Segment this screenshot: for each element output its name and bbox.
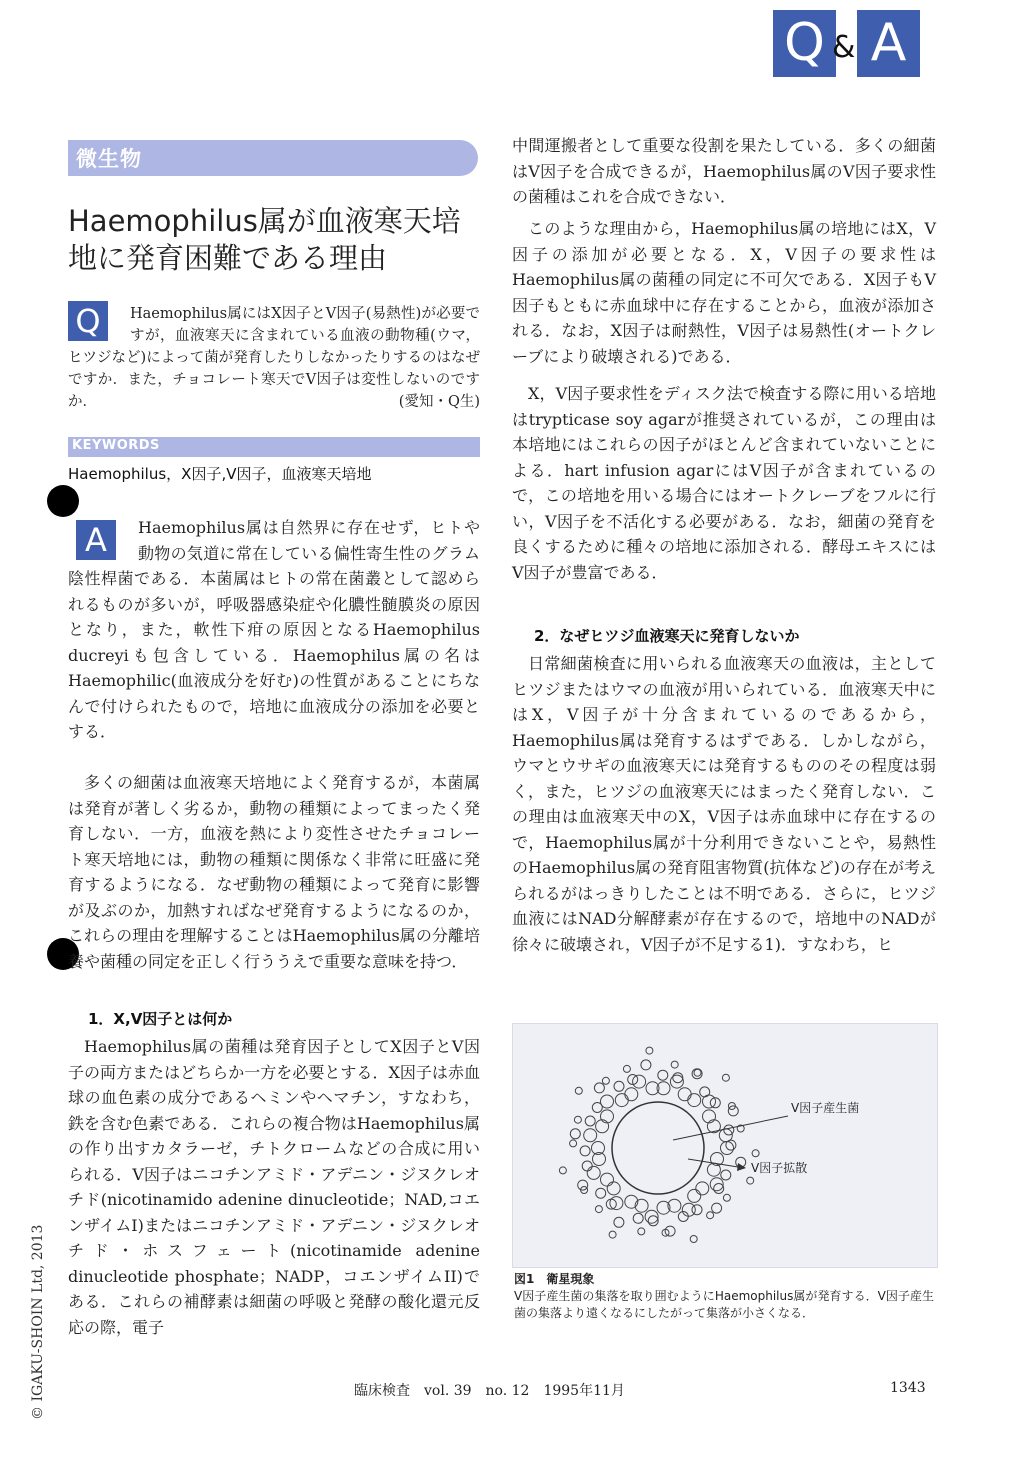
satellite-colony [633, 1213, 643, 1223]
satellite-colony [596, 1120, 609, 1133]
answer-p1: Haemophilus属は自然界に存在せず，ヒトや動物の気道に常在している偏性寄生性のグラム陰性桿菌である．本菌属はヒトの常在菌叢として認められるものが多いが，呼吸器感染症や化膿性髄膜炎の原因となり，また，軟性下疳の原因となるHaemophilus ducreyiも包含している．Haemophilus属の名はHaemophilic(血液成分を好む)の性質があることにちなんで付けられたもので，培地に血液成分の添加を必要とする． [68, 518, 480, 741]
satellite-colony [646, 1047, 653, 1054]
satellite-colony [728, 1106, 738, 1116]
footer-page-number: 1343 [890, 1380, 926, 1396]
figure-caption [514, 1271, 934, 1322]
satellite-colony [694, 1069, 701, 1076]
satellite-colony [595, 1206, 602, 1213]
satellite-colony [633, 1075, 646, 1088]
satellite-colony [641, 1060, 651, 1070]
satellite-colony [752, 1150, 759, 1157]
question-text [68, 303, 480, 413]
satellite-colony [585, 1116, 595, 1126]
diffusion-arrow-line [688, 1159, 738, 1167]
figure-caption-number: 図1 衛星現象 [514, 1272, 595, 1286]
satellite-colony [559, 1167, 566, 1174]
answer-paragraph-4: 中間運搬者として重要な役割を果たしている．多くの細菌はV因子を合成できるが，Haemophilus属のV因子要求性の菌種はこれを合成できない． [512, 136, 936, 206]
satellite-colony [690, 1236, 697, 1243]
satellite-colony [601, 1173, 614, 1186]
satellite-colony [723, 1194, 730, 1201]
question-letter: Q [75, 302, 101, 340]
answer-letter: A [85, 521, 107, 559]
footer-journal: 臨床検査 vol. 39 no. 12 1995年11月 [354, 1383, 625, 1399]
satellite-colony [614, 1217, 624, 1227]
satellite-colony [682, 1203, 695, 1216]
qa-q-box [773, 10, 836, 77]
answer-float-spacer [68, 515, 138, 565]
satellite-colony [625, 1088, 638, 1101]
satellite-colony [596, 1188, 606, 1198]
satellite-colony [602, 1077, 609, 1084]
qa-a-box [857, 10, 920, 77]
article-title: Haemophilus属が血液寒天培地に発育困難である理由 [68, 204, 461, 275]
section-heading-2: 2．なぜヒツジ血液寒天に発育しないか [534, 627, 800, 645]
answer-paragraph-1 [68, 515, 480, 745]
answer-paragraph-2: 多くの細菌は血液寒天培地によく発育するが，本菌属は発育が著しく劣るか，動物の種類によってまったく発育しない．一方，血液を熱により変性させたチョコレート寒天培地には，動物の種類に関係なく非常に旺盛に発育するようになる．なぜ動物の種類によって発育に影響が及ぶのか，加熱すればなぜ発育するようになるのか，これらの理由を理解することはHaemophilus属の分離培養や菌種の同定を正しく行ううえで重要な意味を持つ． [68, 773, 480, 971]
satellite-colony [703, 1110, 716, 1123]
question-author: (愛知・Q生) [398, 394, 480, 410]
figure-1 [512, 1023, 938, 1268]
satellite-colony [688, 1094, 701, 1107]
haemophilus-colonies [559, 1047, 759, 1242]
answer-paragraph-6: X，V因子要求性をディスク法で検査する際に用いる培地はtrypticase soy agarが推奨されているが，この理由は本培地にはこれらの因子がほとんど含まれていないことによる．hart infusion agarにはV因子が含まれているので，この培地を用いる場合にはオートクレーブをフルに行い，V因子を不活化する必要がある．なお，細菌の発育を良くするために種々の培地に添加される．酵母エキスにはV因子が豊富である． [512, 384, 936, 582]
satellite-colony [671, 1061, 678, 1068]
copyright-notice: © IGAKU-SHOIN Ltd, 2013 [30, 1224, 46, 1420]
satellite-colony [607, 1182, 620, 1195]
satellite-colony [592, 1103, 602, 1113]
label-v-factor-diffusion: V因子拡散 [751, 1161, 808, 1175]
satellite-colony [578, 1180, 588, 1190]
satellite-colony [594, 1083, 604, 1093]
v-factor-producer-colony [612, 1102, 704, 1194]
satellite-colony [609, 1231, 616, 1238]
keywords-label: KEYWORDS [72, 438, 160, 453]
satellite-colony [570, 1140, 577, 1147]
satellite-colony [688, 1189, 701, 1202]
question-body: Haemophilus属にはX因子とV因子(易熱性)が必要ですが，血液寒天に含まれている血液の動物種(ウマ，ヒツジなど)によって菌が発育したりしなかったりするのはなぜですか．また，チョコレート寒天でV因子は変性しないのですか． [68, 306, 480, 410]
satellite-colony [582, 1161, 592, 1171]
satellite-colony [747, 1177, 754, 1184]
satellite-colony [707, 1212, 714, 1219]
satellite-colony [678, 1088, 691, 1101]
satellite-colony [570, 1129, 580, 1139]
satellite-colony [665, 1226, 675, 1236]
qa-q-letter: Q [784, 13, 825, 73]
label-v-factor-producer: V因子産生菌 [791, 1101, 860, 1115]
satellite-colony [623, 1065, 630, 1072]
producer-pointer-line [673, 1116, 788, 1140]
satellite-colony [696, 1182, 709, 1195]
diffusion-arrowhead [737, 1163, 746, 1171]
binding-hole-top [47, 485, 79, 517]
keywords-text: Haemophilus，X因子,V因子，血液寒天培地 [68, 465, 372, 483]
answer-paragraph-7: 日常細菌検査に用いられる血液寒天の血液は，主としてヒツジまたはウマの血液が用いられている．血液寒天中にはX，V因子が十分含まれているのであるから，Haemophilus属は発育するはずである．しかしながら，ウマとウサギの血液寒天には発育するもののその程度は弱く，また，ヒツジの血液寒天にはまったく発育しない．この理由は血液寒天中のX，V因子は赤血球中に存在するので，Haemophilus属が十分利用できないことや，易熱性のHaemophilus属の発育阻害物質(抗体など)の存在が考えられるがはっきりしたことは不明である．さらに，ヒツジ血液にはNAD分解酵素が存在するので，培地中のNADが徐々に破壊され，V因子が不足する1)．すなわち，ヒ [512, 654, 936, 954]
satellite-colony [601, 1110, 614, 1123]
satellite-colony [673, 1073, 683, 1083]
satellite-colony [700, 1087, 710, 1097]
satellite-colony [722, 1074, 729, 1081]
answer-paragraph-3: Haemophilus属の菌種は発育因子としてX因子とV因子の両方またはどちらか一方を必要とする．X因子は赤血球の血色素の成分であるヘミンやヘマチン，すなわち，鉄を含む色素である．これらの複合物はHaemophilus属の作り出すカタラーゼ，チトクロームなどの合成に用いられる．V因子はニコチンアミド・アデニン・ジヌクレオチド(nicotinamido adenine dinucleotide；NAD,コエンザイムI)またはニコチンアミド・アデニン・ジヌクレオチド・ホスフェート(nicotinamide adenine dinucleotide phosphate；NADP，コエンザイムII)である．これらの補酵素は細菌の呼吸と発酵の酸化還元反応の際，電子 [68, 1037, 480, 1337]
section-heading-1: 1．X,V因子とは何か [88, 1010, 233, 1028]
satellite-colony [712, 1203, 722, 1213]
answer-paragraph-5: このような理由から，Haemophilus属の培地にはX，V因子の添加が必要となる．X，V因子の要求性はHaemophilus属の菌種の同定に不可欠である．X因子もV因子もともに赤血球中に存在することから，血液が添加される．なお，X因子は耐熱性，V因子は易熱性(オートクレーブにより破壊される)である． [512, 219, 936, 366]
satellite-colony [726, 1140, 736, 1150]
satellite-colony [580, 1146, 590, 1156]
satellite-colony [614, 1081, 624, 1091]
figure-caption-text: V因子産生菌の集落を取り囲むようにHaemophilus属が発育する．V因子産生菌の集落より遠くなるにしたがって集落が小さくなる． [514, 1289, 934, 1320]
qa-ampersand: & [832, 30, 856, 65]
satellite-colony [587, 1166, 600, 1179]
satellite-colony [638, 1228, 645, 1235]
satellite-colony [692, 1205, 702, 1215]
satellite-diagram [513, 1024, 937, 1267]
satellite-colony [575, 1087, 582, 1094]
qa-a-letter: A [870, 13, 907, 73]
satellite-colony [615, 1094, 628, 1107]
question-float-spacer [68, 303, 130, 347]
satellite-colony [625, 1195, 638, 1208]
satellite-colony [658, 1070, 668, 1080]
category-label: 微生物 [76, 147, 142, 171]
satellite-colony [721, 1170, 731, 1180]
satellite-colony [635, 1199, 648, 1212]
satellite-colony [574, 1116, 581, 1123]
satellite-colony [584, 1129, 597, 1142]
